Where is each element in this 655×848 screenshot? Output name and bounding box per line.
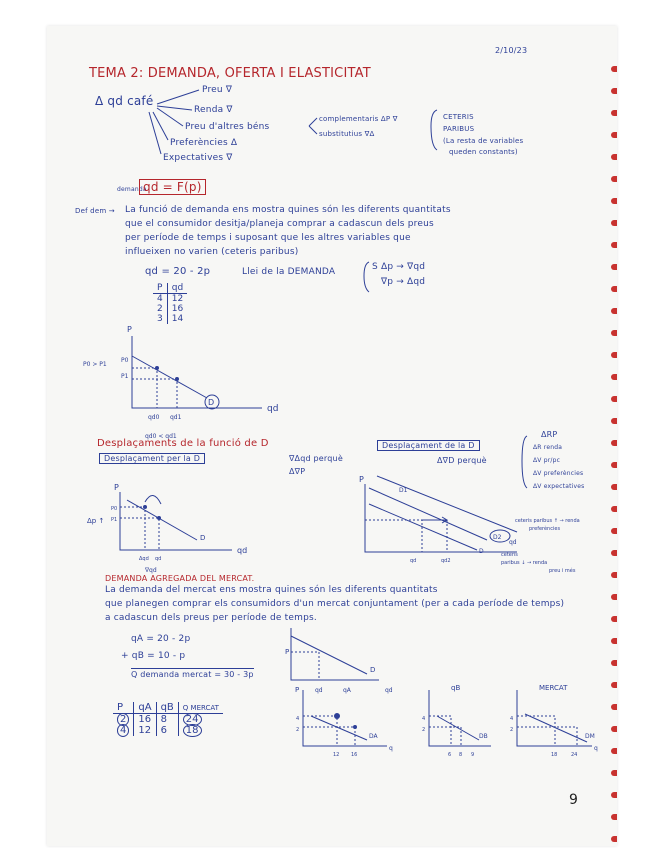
sg2-xtick-0: 6 (448, 752, 452, 758)
sg2-tick-0: 4 (422, 716, 426, 722)
law-rule-2: ∇p → Δqd (381, 277, 426, 287)
sg3-curve: DM (585, 733, 595, 740)
sg1-tick-0: 4 (296, 716, 300, 722)
shift-left-arrow: Δp ↑ (87, 517, 105, 525)
page-number: 9 (569, 792, 579, 808)
factor-expectations: Expectatives ∇ (163, 153, 233, 163)
th-qb: qB (156, 702, 178, 714)
graph1-xlabel-0: qd0 (148, 414, 160, 421)
cell: 2 (157, 304, 163, 314)
sg3-axis-q: q (594, 745, 598, 752)
graph1-ylabel-0: P0 > P1 (83, 361, 107, 368)
shift-annot-1: preferències (529, 526, 561, 532)
sg2-xtick-1: 8 (459, 752, 463, 758)
sg2-curve: DB (479, 733, 488, 740)
sg3-tick-1: 2 (510, 727, 514, 733)
sg3-xtick-0: 18 (551, 752, 558, 758)
market-eq-b: + qB = 10 - p (121, 651, 186, 661)
cell: 2 (117, 713, 129, 726)
shift-annot-4: preu i més (549, 568, 576, 574)
th-p: P (153, 283, 167, 294)
binding-hole (611, 792, 617, 798)
relation-substitutes: substitutius ∇Δ (319, 130, 375, 138)
shift-left-note: ∇qd (145, 567, 157, 574)
cell: 16 (134, 714, 156, 726)
small-graphs (47, 26, 617, 786)
market-line-2: que planegen comprar els consumidors d'un mercat conjuntament (per a cada període de temps) (105, 599, 565, 609)
cell: 18 (183, 724, 202, 737)
cell: 24 (183, 713, 202, 726)
shift-left-axis-qd: qd (237, 546, 248, 555)
shift-of-box: Desplaçament de la D (377, 440, 480, 451)
shift-annot-2: ceteris (501, 552, 518, 558)
sg3-tick-0: 4 (510, 716, 514, 722)
market-eq-a: qA = 20 - 2p (131, 634, 191, 644)
shift-annot-5: qd (509, 539, 517, 546)
definition-line-1: La funció de demanda ens mostra quines són les diferents quantitats (125, 205, 451, 215)
shift-list-1: ΔR renda (533, 444, 563, 451)
ceteris-line-4: queden constants) (449, 148, 518, 156)
sg1-curve: DA (369, 733, 378, 740)
graph1-note: qd0 < qd1 (145, 433, 177, 440)
shift-annot-3: paribus ↓ → renda (501, 560, 548, 566)
shift-right-axis-p: P (359, 475, 364, 484)
shift-along-box: Desplaçament per la D (99, 453, 205, 464)
cell: 16 (167, 304, 187, 314)
law-of-demand: Llei de la DEMANDA (242, 267, 336, 277)
factor-preferences: Preferències Δ (170, 138, 238, 148)
shift-list-2: ΔV pr/pc (533, 457, 561, 464)
date: 2/10/23 (495, 46, 528, 55)
shift-note-1: ∇Δqd perquè (289, 454, 343, 463)
shift-left-xlabel-0: Δqd (139, 556, 149, 562)
market-graph-curve: D (370, 666, 376, 674)
th-qmercat: Q MERCAT (178, 702, 223, 714)
sg2-title: qB (451, 684, 461, 692)
shift-right-d1: D1 (399, 487, 408, 494)
market-title: DEMANDA AGREGADA DEL MERCAT. (105, 574, 255, 583)
sg1-tick-1: 2 (296, 727, 300, 733)
shift-list-4: ΔV expectatives (533, 483, 585, 490)
cell: 14 (167, 314, 187, 324)
shift-left-curve: D (200, 534, 206, 542)
market-graph-xlabel-1: qA (343, 687, 351, 694)
shift-annot-0: ceteris paribus ↑ → renda (515, 518, 580, 524)
cell: 3 (157, 314, 163, 324)
notebook-page (47, 26, 617, 846)
definition-line-2: que el consumidor desitja/planeja comprar a cadascun dels preus (125, 219, 434, 229)
th-p: P (113, 702, 134, 714)
example-equation: qd = 20 - 2p (145, 266, 211, 277)
market-eq-total: Q demanda mercat = 30 - 3p (131, 670, 254, 679)
graph1-ylabel-1: P0 (121, 357, 129, 364)
cell: 4 (117, 724, 129, 737)
law-rule-1: S Δp → ∇qd (372, 262, 426, 272)
sg1-axis-q: q (389, 745, 393, 752)
shift-left-xlabel-1: qd (155, 556, 162, 562)
ceteris-line-1: CETERIS (443, 113, 474, 121)
market-graph-xlabel-2: qd (385, 687, 393, 694)
market-graph-p: P (285, 648, 290, 656)
definition-line-3: per període de temps i suposant que les altres variables que (125, 233, 411, 243)
factor-other-goods-price: Preu d'altres béns (185, 122, 270, 132)
factor-price: Preu ∇ (202, 85, 233, 95)
market-line-1: La demanda del mercat ens mostra quines són les diferents quantitats (105, 585, 438, 595)
demand-variable: Δ qd café (95, 94, 154, 108)
shift-list-3: ΔV preferències (533, 470, 584, 477)
cell: 8 (156, 714, 178, 726)
cell: 12 (167, 294, 187, 305)
sg1-title: P (295, 686, 300, 694)
page-title: TEMA 2: DEMANDA, OFERTA I ELASTICITAT (89, 66, 371, 81)
cell: 4 (157, 294, 163, 304)
sg2-tick-1: 2 (422, 727, 426, 733)
shift-note-2: Δ∇P (289, 467, 306, 476)
shift-because: Δ∇D perquè (437, 456, 487, 465)
sg3-xtick-1: 24 (571, 752, 578, 758)
shift-list-0: ΔRP (541, 430, 558, 439)
shift-left-axis-p: P (114, 483, 119, 492)
sg1-xtick-0: 12 (333, 752, 340, 758)
market-graph-xlabel-0: qd (315, 687, 323, 694)
graph1-axis-p: P (127, 325, 132, 334)
shift-left-p1: P1 (111, 517, 118, 523)
definition-line-4: influeixen no varien (ceteris paribus) (125, 247, 299, 257)
sg2-xtick-2: 9 (471, 752, 475, 758)
th-qd: qd (167, 283, 187, 294)
graph1-curve-label: D (208, 398, 215, 407)
shift-right-d: D (479, 548, 484, 555)
sg3-title: MERCAT (539, 684, 568, 692)
graph1-xlabel-1: qd1 (170, 414, 182, 421)
shift-right-xlabel-0: qd (410, 558, 417, 564)
shift-left-p0: P0 (111, 506, 118, 512)
relation-complements: complementaris ΔP ∇ (319, 115, 398, 123)
demand-function: qd = F(p) (139, 179, 206, 195)
cell: 12 (134, 725, 156, 736)
ceteris-line-2: PARIBUS (443, 125, 475, 133)
th-qa: qA (134, 702, 156, 714)
graph1-axis-qd: qd (267, 404, 279, 414)
function-label: demanda (117, 186, 147, 193)
binding-hole (611, 814, 617, 820)
cell: 6 (156, 725, 178, 736)
binding-hole (611, 836, 617, 842)
factor-income: Renda ∇ (194, 105, 233, 115)
graph1-ylabel-2: P1 (121, 373, 129, 380)
ceteris-line-3: (La resta de variables (443, 137, 524, 145)
shift-right-d2: D2 (493, 534, 502, 541)
shift-right-xlabel-1: qd2 (441, 558, 451, 564)
sg1-xtick-1: 16 (351, 752, 358, 758)
market-line-3: a cadascun dels preus per període de temps. (105, 613, 317, 623)
definition-label: Def dem → (75, 207, 115, 215)
shifts-title: Desplaçaments de la funció de D (97, 438, 269, 449)
